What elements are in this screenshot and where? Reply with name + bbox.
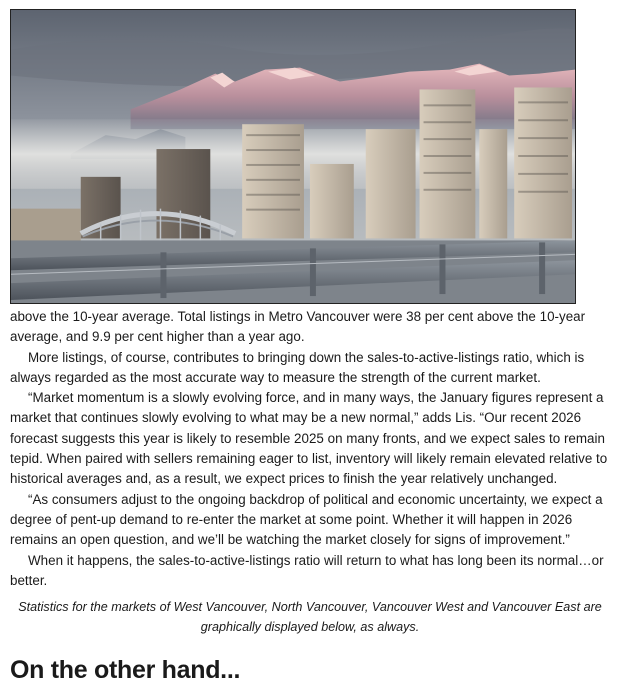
section-heading: On the other hand... xyxy=(10,656,241,684)
skyline-illustration xyxy=(11,10,575,303)
skyline-photo xyxy=(10,9,576,304)
article-body xyxy=(10,307,610,591)
paragraph-uncertainty-quote: “As consumers adjust to the ongoing backdrop of political and economic uncertainty, we expect a degree of pent-up demand to re-enter the market at some point. Whether it will happen in 2026 remains an open question, and we’ll be watching the market closely for signs of improvement.” xyxy=(10,491,603,548)
paragraph-ratio: More listings, of course, contributes to bringing down the sales-to-active-listings ratio, which is always regarded as the most accurate way to measure the strength of the current market. xyxy=(10,349,585,385)
statistics-caption: Statistics for the markets of West Vancouver, North Vancouver, Vancouver West and Vancouver East are graphically displayed below, as always. xyxy=(18,600,602,635)
paragraph-conclusion: When it happens, the sales-to-active-listings ratio will return to what has long been its normal…or better. xyxy=(10,552,604,588)
paragraph-listings: above the 10-year average. Total listings in Metro Vancouver were 38 per cent above the 10-year average, and 9.9 per cent higher than a year ago. xyxy=(10,309,586,345)
paragraph-momentum-quote: “Market momentum is a slowly evolving force, and in many ways, the January figures represent a market that continues slowly evolving to what may be a new normal,” adds Lis. “Our recent 2026 forecast suggests this year is likely to resemble 2025 on many fronts, and we expect sales to remain tepid. When paired with sellers remaining eager to list, inventory will likely remain elevated relative to historical averages and, as a result, we expect prices to finish the year relatively unchanged. xyxy=(10,390,608,487)
